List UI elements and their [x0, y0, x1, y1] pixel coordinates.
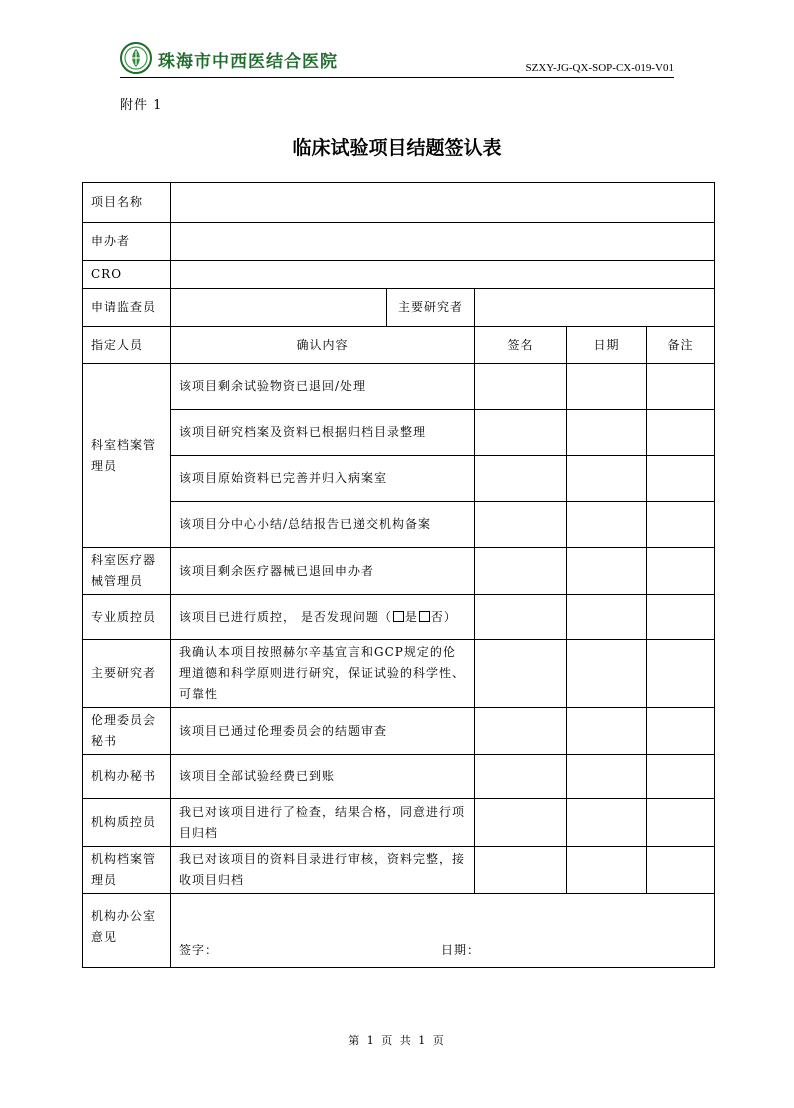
- remark-cell[interactable]: [647, 456, 715, 502]
- office-opinion-sign-line: [179, 940, 706, 961]
- date-cell[interactable]: [567, 799, 647, 847]
- remark-cell[interactable]: [647, 595, 715, 640]
- date-cell[interactable]: [567, 548, 647, 595]
- table-row: [83, 502, 715, 548]
- sign-off-form-table: [82, 182, 715, 968]
- content-cell: [171, 595, 475, 640]
- signature-cell[interactable]: [475, 456, 567, 502]
- role-cell: 科室医疗器械管理员: [83, 548, 171, 595]
- yes-label: 是: [404, 609, 418, 624]
- table-row: [83, 847, 715, 894]
- signature-cell[interactable]: [475, 847, 567, 894]
- qc-question-text: 该项目已进行质控， 是否发现问题（: [179, 609, 392, 624]
- content-cell: 该项目研究档案及资料已根据归档目录整理: [171, 410, 475, 456]
- remark-cell[interactable]: [647, 799, 715, 847]
- qc-question-suffix: ）: [443, 609, 457, 624]
- office-opinion-field[interactable]: [171, 894, 715, 968]
- remark-cell[interactable]: [647, 847, 715, 894]
- signature-cell[interactable]: [475, 595, 567, 640]
- sponsor-field[interactable]: [171, 223, 715, 261]
- hospital-emblem-icon: [120, 42, 152, 74]
- table-row: [83, 410, 715, 456]
- column-header-row: [83, 327, 715, 364]
- table-row: [83, 456, 715, 502]
- content-cell: 我已对该项目进行了检查，结果合格，同意进行项目归档: [171, 799, 475, 847]
- project-name-row: [83, 183, 715, 223]
- project-name-label: 项目名称: [83, 183, 171, 223]
- content-cell: 我已对该项目的资料目录进行审核，资料完整，接收项目归档: [171, 847, 475, 894]
- signature-cell[interactable]: [475, 799, 567, 847]
- header-divider: [120, 77, 674, 78]
- remark-cell[interactable]: [647, 502, 715, 548]
- signature-cell[interactable]: [475, 410, 567, 456]
- date-cell[interactable]: [567, 364, 647, 410]
- no-label: 否: [430, 609, 444, 624]
- remark-cell[interactable]: [647, 708, 715, 755]
- remark-cell[interactable]: [647, 410, 715, 456]
- sponsor-label: 申办者: [83, 223, 171, 261]
- remark-cell[interactable]: [647, 548, 715, 595]
- date-cell[interactable]: [567, 410, 647, 456]
- date-label: 日期：: [441, 943, 481, 957]
- date-cell[interactable]: [567, 502, 647, 548]
- col-content: 确认内容: [171, 327, 475, 364]
- role-cell: 主要研究者: [83, 640, 171, 708]
- col-person: 指定人员: [83, 327, 171, 364]
- content-cell: 该项目分中心小结/总结报告已递交机构备案: [171, 502, 475, 548]
- monitor-label: 申请监查员: [83, 289, 171, 327]
- signature-cell[interactable]: [475, 640, 567, 708]
- monitor-pi-row: [83, 289, 715, 327]
- sponsor-row: [83, 223, 715, 261]
- role-cell: 科室档案管理员: [83, 364, 171, 548]
- document-code: SZXY-JG-QX-SOP-CX-019-V01: [525, 62, 674, 74]
- role-cell: 机构档案管理员: [83, 847, 171, 894]
- table-row: [83, 755, 715, 799]
- cro-label: CRO: [83, 261, 171, 289]
- attachment-label: 附件 1: [120, 98, 163, 113]
- signature-cell[interactable]: [475, 548, 567, 595]
- role-cell: 专业质控员: [83, 595, 171, 640]
- office-opinion-label: 机构办公室意见: [83, 894, 171, 968]
- content-cell: 该项目剩余医疗器械已退回申办者: [171, 548, 475, 595]
- signature-cell[interactable]: [475, 755, 567, 799]
- no-checkbox[interactable]: [419, 611, 430, 622]
- table-row: [83, 548, 715, 595]
- remark-cell[interactable]: [647, 640, 715, 708]
- table-row: [83, 640, 715, 708]
- pi-field[interactable]: [475, 289, 715, 327]
- cro-field[interactable]: [171, 261, 715, 289]
- monitor-field[interactable]: [171, 289, 387, 327]
- date-cell[interactable]: [567, 595, 647, 640]
- signature-cell[interactable]: [475, 502, 567, 548]
- table-row: [83, 364, 715, 410]
- content-cell: 该项目剩余试验物资已退回/处理: [171, 364, 475, 410]
- project-name-field[interactable]: [171, 183, 715, 223]
- col-date: 日期: [567, 327, 647, 364]
- hospital-name: 珠海市中西医结合医院: [158, 52, 338, 72]
- sign-label: 签字：: [179, 943, 219, 957]
- page-footer: 第 1 页 共 1 页: [348, 1034, 446, 1047]
- signature-cell[interactable]: [475, 708, 567, 755]
- remark-cell[interactable]: [647, 364, 715, 410]
- signature-cell[interactable]: [475, 364, 567, 410]
- role-cell: 机构办秘书: [83, 755, 171, 799]
- date-cell[interactable]: [567, 847, 647, 894]
- content-cell: 该项目全部试验经费已到账: [171, 755, 475, 799]
- content-cell: 我确认本项目按照赫尔辛基宣言和GCP规定的伦理道德和科学原则进行研究，保证试验的科学性、可靠性: [171, 640, 475, 708]
- content-cell: 该项目已通过伦理委员会的结题审查: [171, 708, 475, 755]
- col-remark: 备注: [647, 327, 715, 364]
- page-title: 临床试验项目结题签认表: [292, 137, 502, 159]
- remark-cell[interactable]: [647, 755, 715, 799]
- table-row: [83, 708, 715, 755]
- table-row: [83, 799, 715, 847]
- date-cell[interactable]: [567, 708, 647, 755]
- date-cell[interactable]: [567, 755, 647, 799]
- office-opinion-row: [83, 894, 715, 968]
- yes-checkbox[interactable]: [393, 611, 404, 622]
- content-cell: 该项目原始资料已完善并归入病案室: [171, 456, 475, 502]
- pi-label: 主要研究者: [387, 289, 475, 327]
- col-signature: 签名: [475, 327, 567, 364]
- cro-row: [83, 261, 715, 289]
- date-cell[interactable]: [567, 456, 647, 502]
- role-cell: 机构质控员: [83, 799, 171, 847]
- date-cell[interactable]: [567, 640, 647, 708]
- role-cell: 伦理委员会秘书: [83, 708, 171, 755]
- table-row: [83, 595, 715, 640]
